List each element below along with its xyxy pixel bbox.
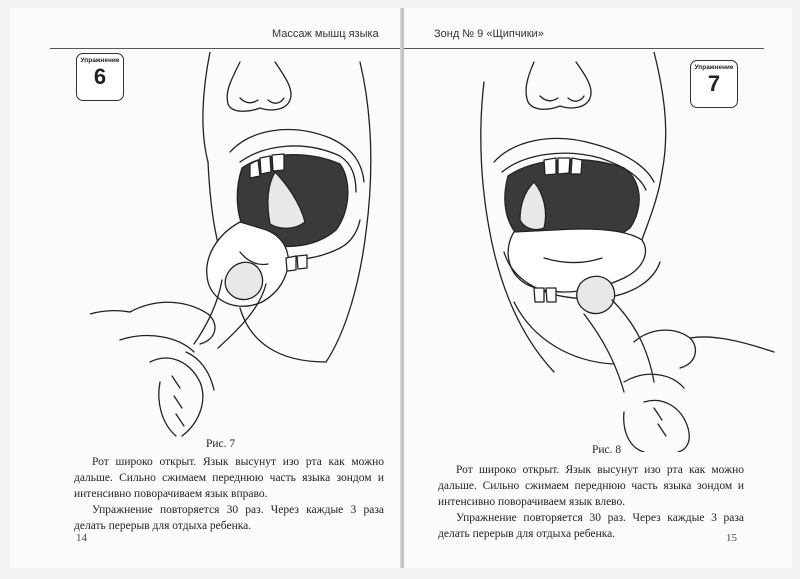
figure-caption-left: Рис. 7 xyxy=(206,438,236,450)
header-rule-right xyxy=(404,48,764,49)
mouth-tongue-probe-right-illustration-icon xyxy=(90,52,400,442)
page-number-left: 14 xyxy=(76,532,87,544)
exercise-label-right: Упражнение xyxy=(694,64,734,71)
figure-caption-right: Рис. 8 xyxy=(592,444,622,456)
page-number-right: 15 xyxy=(726,532,737,544)
exercise-label-left: Упражнение xyxy=(80,57,120,64)
running-head-right: Зонд № 9 «Щипчики» xyxy=(434,28,544,40)
running-head-left: Массаж мышц языка xyxy=(272,28,379,40)
mouth-tongue-probe-left-illustration-icon xyxy=(474,52,784,452)
paragraph-left-1: Рот широко открыт. Язык высунут изо рта как можно дальше. Сильно сжимаем переднюю часть языка зондом и интенсивно поворачиваем язык вправо. xyxy=(74,456,384,500)
paragraph-left-2: Упражнение повторяется 30 раз. Через каждые 3 раза делать перерыв для отдыха ребенка. xyxy=(74,504,384,532)
right-page xyxy=(404,8,792,568)
body-text-left xyxy=(74,454,384,534)
exercise-number-right: 7 xyxy=(707,71,721,96)
header-rule-left xyxy=(50,48,400,49)
paragraph-right-1: Рот широко открыт. Язык высунут изо рта как можно дальше. Сильно сжимаем переднюю часть языка зондом и интенсивно поворачиваем язык влево. xyxy=(438,464,744,508)
left-page xyxy=(10,8,402,568)
body-text-right xyxy=(438,462,744,542)
paragraph-right-2: Упражнение повторяется 30 раз. Через каждые 3 раза делать перерыв для отдыха ребенка. xyxy=(438,512,744,540)
exercise-number-left: 6 xyxy=(93,64,107,89)
